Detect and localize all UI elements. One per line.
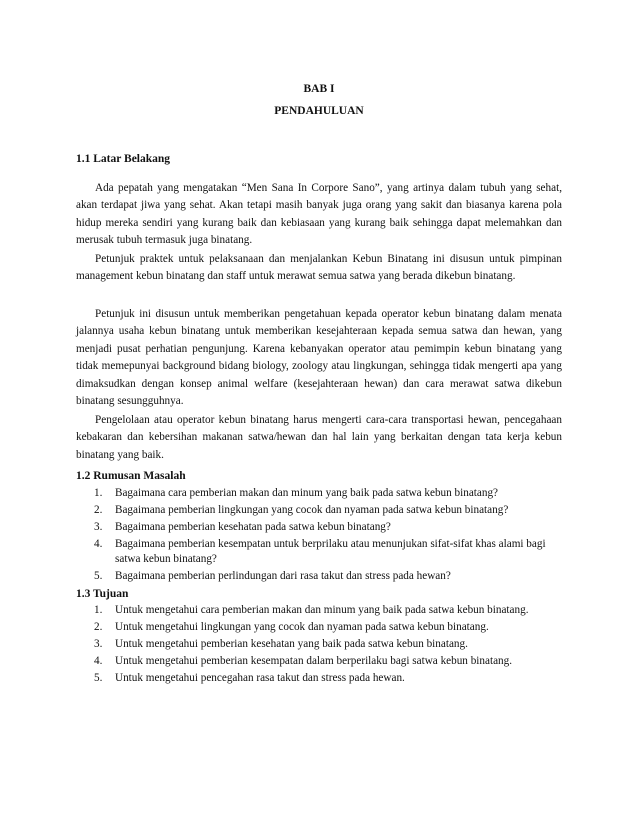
paragraph-2: Petunjuk praktek untuk pelaksanaan dan menjalankan Kebun Binatang ini disusun untuk pimpinan management kebun binatang dan staff untuk merawat semua satwa yang berada dikebun binatang.	[76, 253, 562, 283]
list-item: 4. Untuk mengetahui pemberian kesempatan dalam berperilaku bagi satwa kebun binatang.	[94, 655, 513, 667]
list-item: 2. Bagaimana pemberian lingkungan yang cocok dan nyaman pada satwa kebun binatang?	[94, 504, 509, 516]
list-item: 3. Untuk mengetahui pemberian kesehatan yang baik pada satwa kebun binatang.	[94, 638, 468, 650]
section-heading-rumusan-masalah: 1.2 Rumusan Masalah	[76, 470, 186, 482]
list-item: 1. Untuk mengetahui cara pemberian makan dan minum yang baik pada satwa kebun binatang.	[94, 604, 529, 616]
list-item: 3. Bagaimana pemberian kesehatan pada satwa kebun binatang?	[94, 521, 391, 533]
chapter-title: PENDAHULUAN	[274, 105, 364, 117]
section-heading-tujuan: 1.3 Tujuan	[76, 588, 129, 600]
chapter-number: BAB I	[303, 83, 335, 95]
section-heading-latar-belakang: 1.1 Latar Belakang	[76, 153, 171, 165]
list-item: 1. Bagaimana cara pemberian makan dan minum yang baik pada satwa kebun binatang?	[94, 487, 499, 499]
list-item: 2. Untuk mengetahui lingkungan yang cocok dan nyaman pada satwa kebun binatang.	[94, 621, 489, 633]
paragraph-4: Pengelolaan atau operator kebun binatang harus mengerti cara-cara transportasi hewan, pencegahaan kebakaran dan kebersihan makanan satwa/hewan dan hal lain yang berkaitan dengan tata kerja kebun binatang yang baik.	[76, 414, 562, 461]
list-item: 4. Bagaimana pemberian kesempatan untuk berprilaku atau menunjukan sifat-sifat khas alami bagi satwa kebun binatang?	[94, 538, 546, 566]
list-item: 5. Untuk mengetahui pencegahan rasa takut dan stress pada hewan.	[94, 672, 405, 684]
rumusan-masalah-list	[94, 486, 564, 586]
tujuan-list	[94, 603, 564, 688]
paragraph-3: Petunjuk ini disusun untuk memberikan pengetahuan kepada operator kebun binatang dalam menata jalannya usaha kebun binatang untuk memberikan kesejahteraan kepada semua satwa dan hewan, yang menjadi pusat perhatian pengunjung. Karena kebanyakan operator atau pemimpin kebun binatang yang tidak memepunyai background bidang biology, zoology atau lingkungan, sehingga tidak mengerti apa yang dimaksudkan dengan konsep animal welfare (kesejahteraan hewan) dan cara merawat satwa dikebun binatang sesungguhnya.	[76, 308, 562, 408]
list-item: 5. Bagaimana pemberian perlindungan dari rasa takut dan stress pada hewan?	[94, 570, 451, 583]
paragraph-1: Ada pepatah yang mengatakan “Men Sana In Corpore Sano”, yang artinya dalam tubuh yang sehat, akan terdapat jiwa yang sehat. Akan tetapi masih banyak juga orang yang sakit dan biasanya karena pola hidup mereka sendiri yang kurang baik dan kebiasaan yang kurang baik sehingga dapat melemahkan dan merusak tubuh termasuk juga binatang.	[76, 182, 562, 247]
